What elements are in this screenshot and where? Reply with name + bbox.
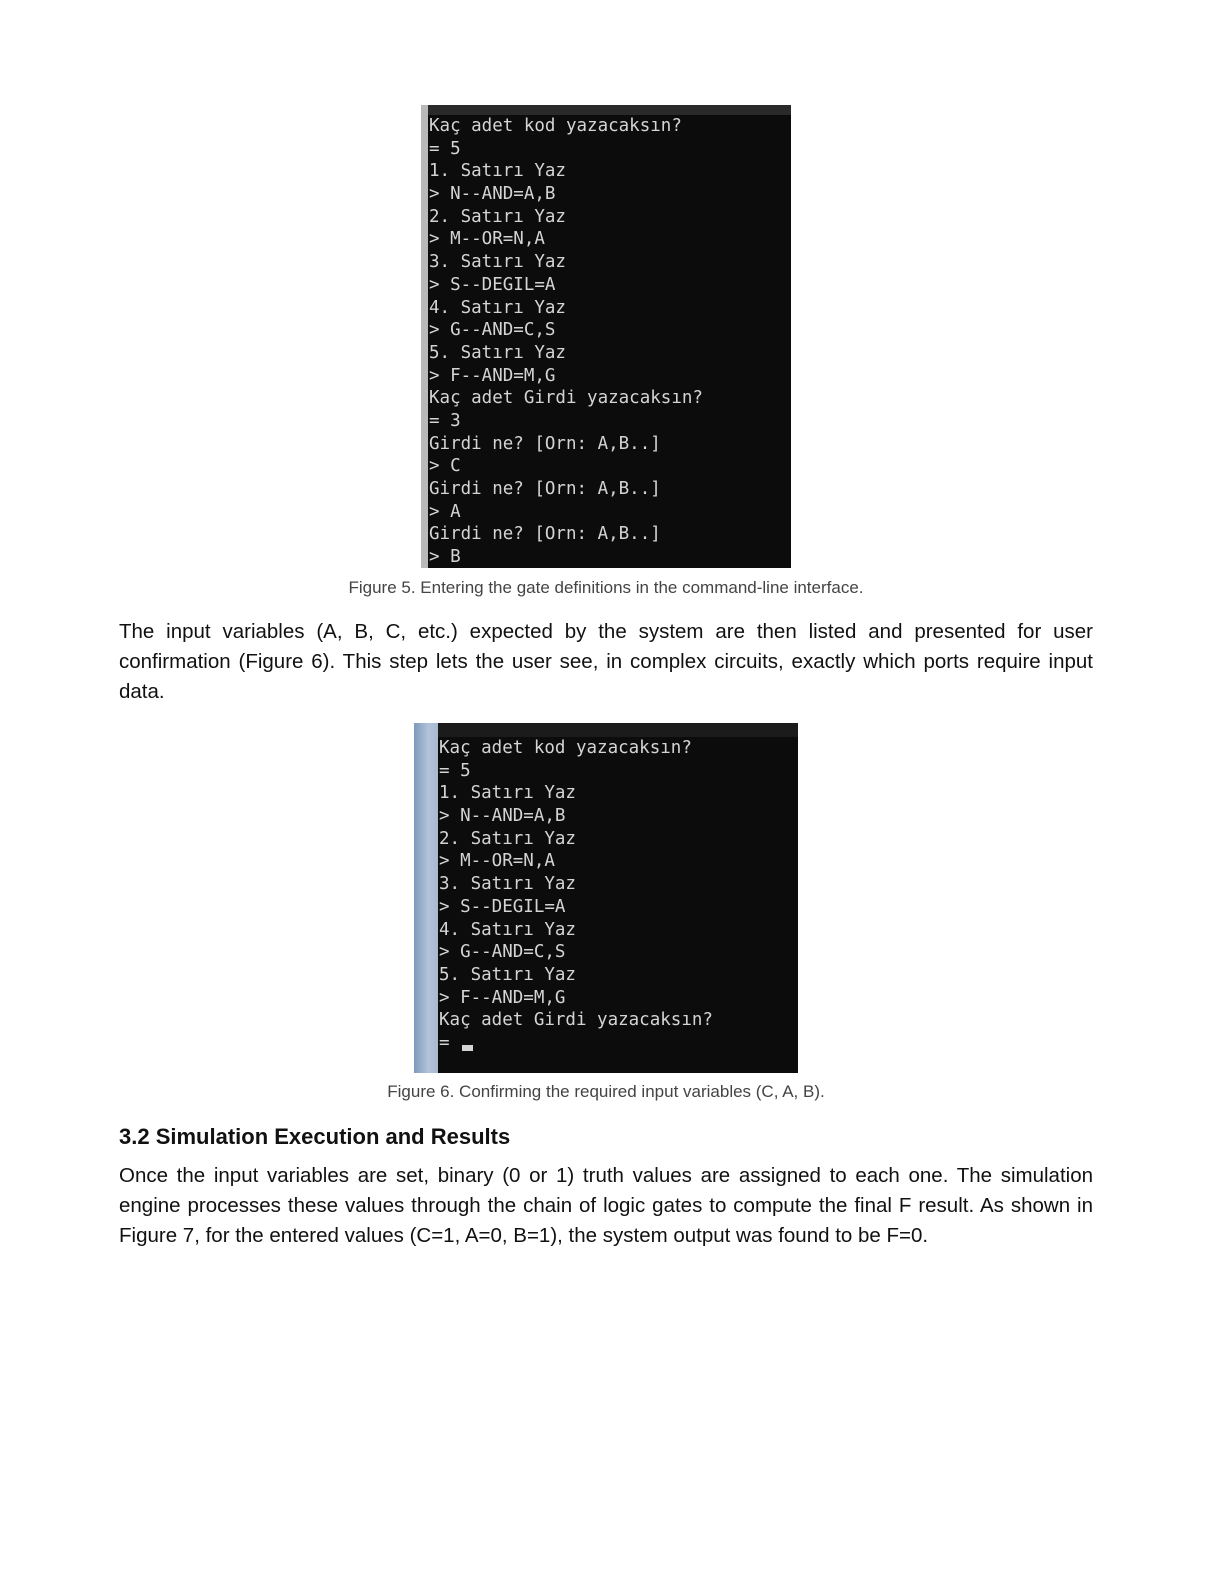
- terminal-line: Girdi ne? [Orn: A,B..]: [429, 524, 661, 545]
- terminal-line: > N--AND=A,B: [439, 806, 566, 827]
- terminal-line: = 5: [429, 138, 461, 159]
- terminal-line: 4. Satırı Yaz: [439, 919, 576, 940]
- body-paragraph: The input variables (A, B, C, etc.) expected by the system are then listed and presented for user confirmation (Figure 6). This step lets the user see, in complex circuits, exactly which ports require input data.: [119, 620, 1093, 703]
- figure-6-terminal-screenshot: [414, 723, 798, 1073]
- terminal-line: Kaç adet Girdi yazacaksın?: [439, 1010, 713, 1031]
- terminal-line: 3. Satırı Yaz: [429, 252, 566, 273]
- terminal-line: > G--AND=C,S: [429, 320, 556, 341]
- terminal-line: > A: [429, 501, 461, 522]
- terminal-title-bar: [438, 723, 798, 737]
- terminal-output: [429, 115, 703, 568]
- terminal-line: Kaç adet Girdi yazacaksın?: [429, 388, 703, 409]
- terminal-line: Kaç adet kod yazacaksın?: [429, 116, 682, 136]
- terminal-line: = 5: [439, 760, 471, 781]
- terminal-line: > C: [429, 456, 461, 477]
- terminal-left-edge: [414, 723, 438, 1073]
- body-paragraph: Once the input variables are set, binary (0 or 1) truth values are assigned to each one. The simulation engine processes these values through the chain of logic gates to compute the final F result. As shown in Figure 7, for the entered values (C=1, A=0, B=1), the system output was found to be F=0.: [119, 1164, 1093, 1247]
- terminal-line: 5. Satırı Yaz: [439, 964, 576, 985]
- text-cursor-icon: [462, 1045, 473, 1051]
- figure-5-caption: Figure 5. Entering the gate definitions in the command-line interface.: [348, 578, 864, 597]
- terminal-line: 2. Satırı Yaz: [429, 206, 566, 227]
- terminal-line: > M--OR=N,A: [439, 851, 555, 872]
- terminal-line: > M--OR=N,A: [429, 229, 545, 250]
- terminal-prompt-line: [439, 1032, 713, 1055]
- terminal-line: > F--AND=M,G: [429, 365, 556, 386]
- terminal-line: > F--AND=M,G: [439, 987, 566, 1008]
- terminal-line: Girdi ne? [Orn: A,B..]: [429, 433, 661, 454]
- terminal-line: > N--AND=A,B: [429, 184, 556, 205]
- terminal-left-edge: [421, 105, 428, 568]
- section-heading: 3.2 Simulation Execution and Results: [119, 1124, 511, 1149]
- terminal-line: 3. Satırı Yaz: [439, 874, 576, 895]
- terminal-line: Kaç adet kod yazacaksın?: [439, 738, 692, 758]
- terminal-line: 2. Satırı Yaz: [439, 828, 576, 849]
- terminal-line: > S--DEGIL=A: [439, 896, 566, 917]
- terminal-line: = 3: [429, 410, 461, 431]
- terminal-title-bar: [428, 105, 791, 115]
- figure-6-caption: Figure 6. Confirming the required input variables (C, A, B).: [387, 1082, 825, 1101]
- terminal-line: > G--AND=C,S: [439, 942, 566, 963]
- figure-5-terminal-screenshot: [421, 105, 791, 568]
- terminal-line: 4. Satırı Yaz: [429, 297, 566, 318]
- terminal-line: > B: [429, 547, 461, 568]
- terminal-prompt-text: =: [439, 1032, 461, 1053]
- terminal-output: [439, 737, 713, 1055]
- terminal-line: 1. Satırı Yaz: [439, 783, 576, 804]
- terminal-line: > S--DEGIL=A: [429, 274, 556, 295]
- terminal-line: 5. Satırı Yaz: [429, 342, 566, 363]
- terminal-line: 1. Satırı Yaz: [429, 161, 566, 182]
- terminal-line: Girdi ne? [Orn: A,B..]: [429, 479, 661, 499]
